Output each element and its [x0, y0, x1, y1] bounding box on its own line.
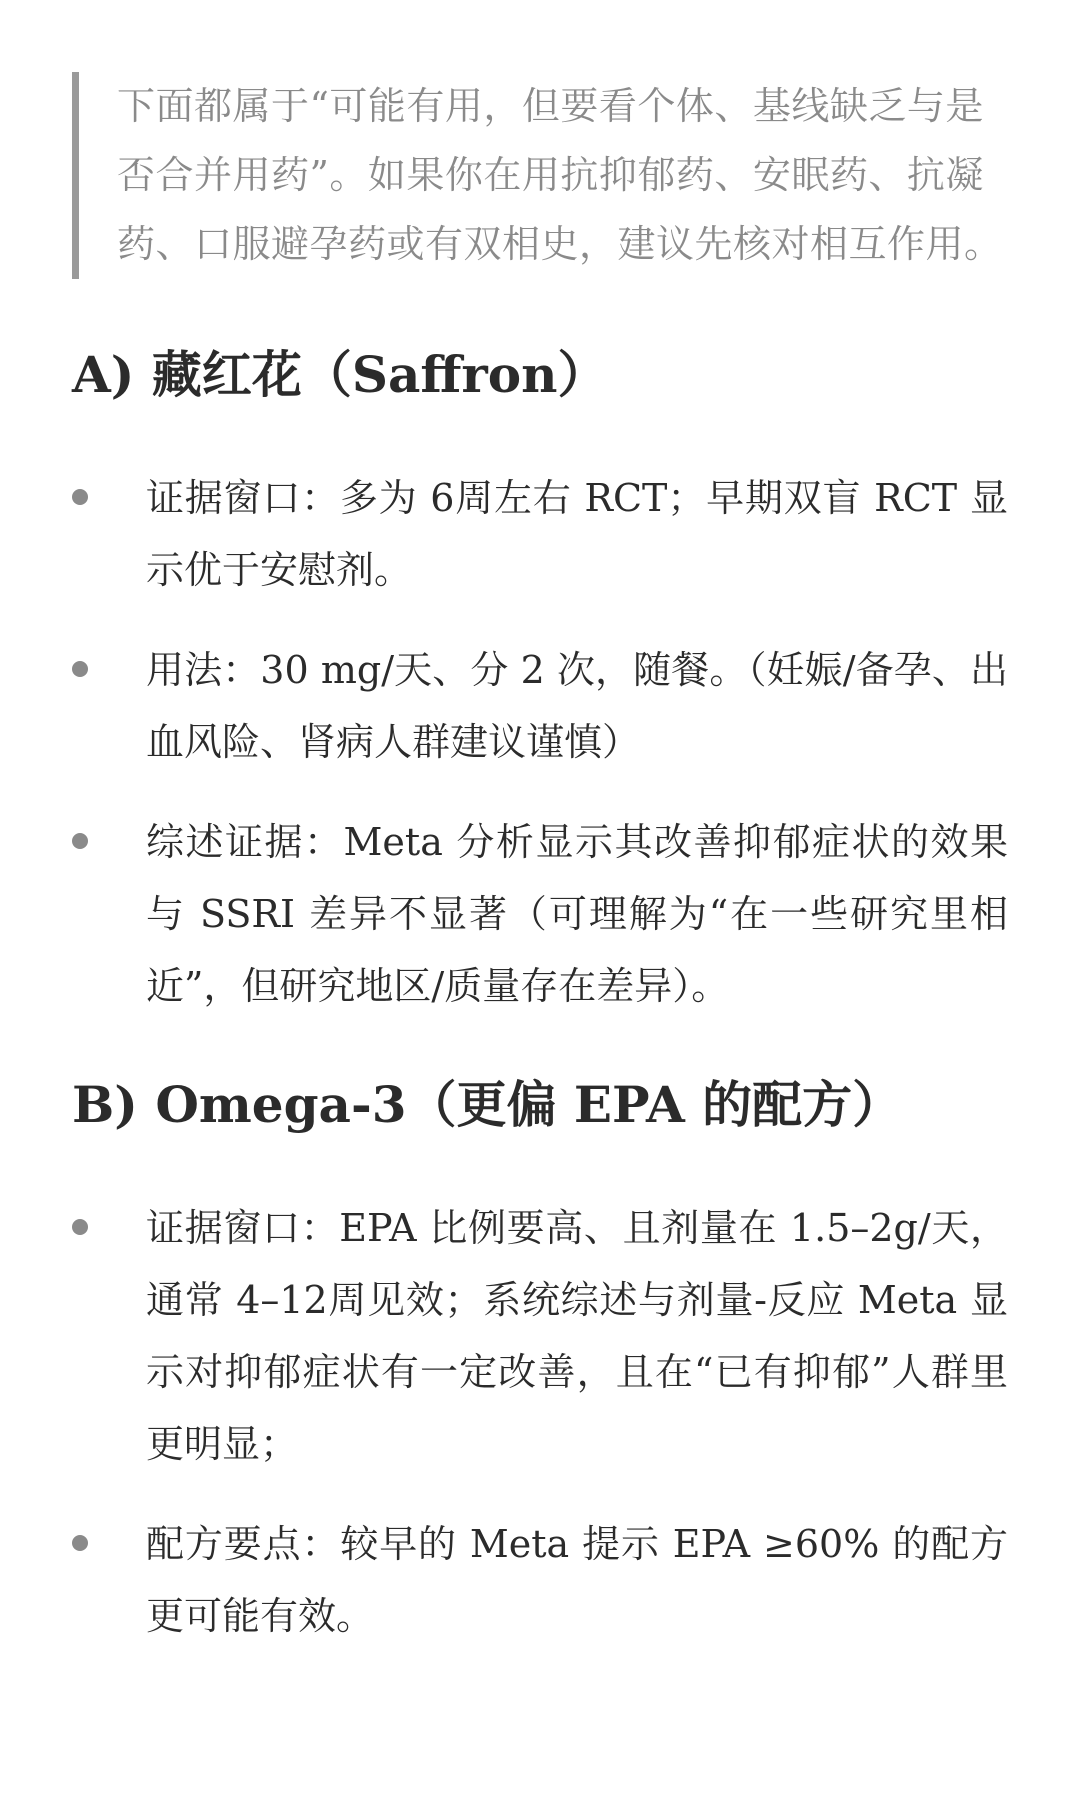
list-item: 用法：30 mg/天、分 2 次，随餐。（妊娠/备孕、出血风险、肾病人群建议谨慎）	[72, 634, 1008, 778]
caution-note-text: 下面都属于“可能有用，但要看个体、基线缺乏与是否合并用药”。如果你在用抗抑郁药、安眠药、抗凝药、口服避孕药或有双相史，建议先核对相互作用。	[117, 84, 1003, 266]
bullet-icon	[72, 1219, 88, 1235]
section-heading-saffron: A) 藏红花（Saffron）	[72, 345, 608, 404]
bullet-icon	[72, 661, 88, 677]
section-omega3	[72, 1070, 1008, 1652]
bullet-icon	[72, 489, 88, 505]
section-heading-omega3: B) Omega-3（更偏 EPA 的配方）	[72, 1075, 903, 1134]
bullet-icon	[72, 1535, 88, 1551]
list-item: 证据窗口：EPA 比例要高、且剂量在 1.5–2g/天，通常 4–12周见效；系统综述与剂量-反应 Meta 显示对抑郁症状有一定改善，且在“已有抑郁”人群里更明显；	[72, 1192, 1008, 1480]
section-saffron	[72, 340, 1008, 1022]
list-item: 配方要点：较早的 Meta 提示 EPA ≥60% 的配方更可能有效。	[72, 1508, 1008, 1652]
omega3-list	[72, 1192, 1008, 1652]
list-item: 综述证据：Meta 分析显示其改善抑郁症状的效果与 SSRI 差异不显著（可理解为“在一些研究里相近”，但研究地区/质量存在差异）。	[72, 806, 1008, 1022]
bullet-icon	[72, 833, 88, 849]
list-item: 证据窗口：多为 6周左右 RCT；早期双盲 RCT 显示优于安慰剂。	[72, 462, 1008, 606]
saffron-list	[72, 462, 1008, 1022]
caution-note	[72, 72, 1008, 279]
